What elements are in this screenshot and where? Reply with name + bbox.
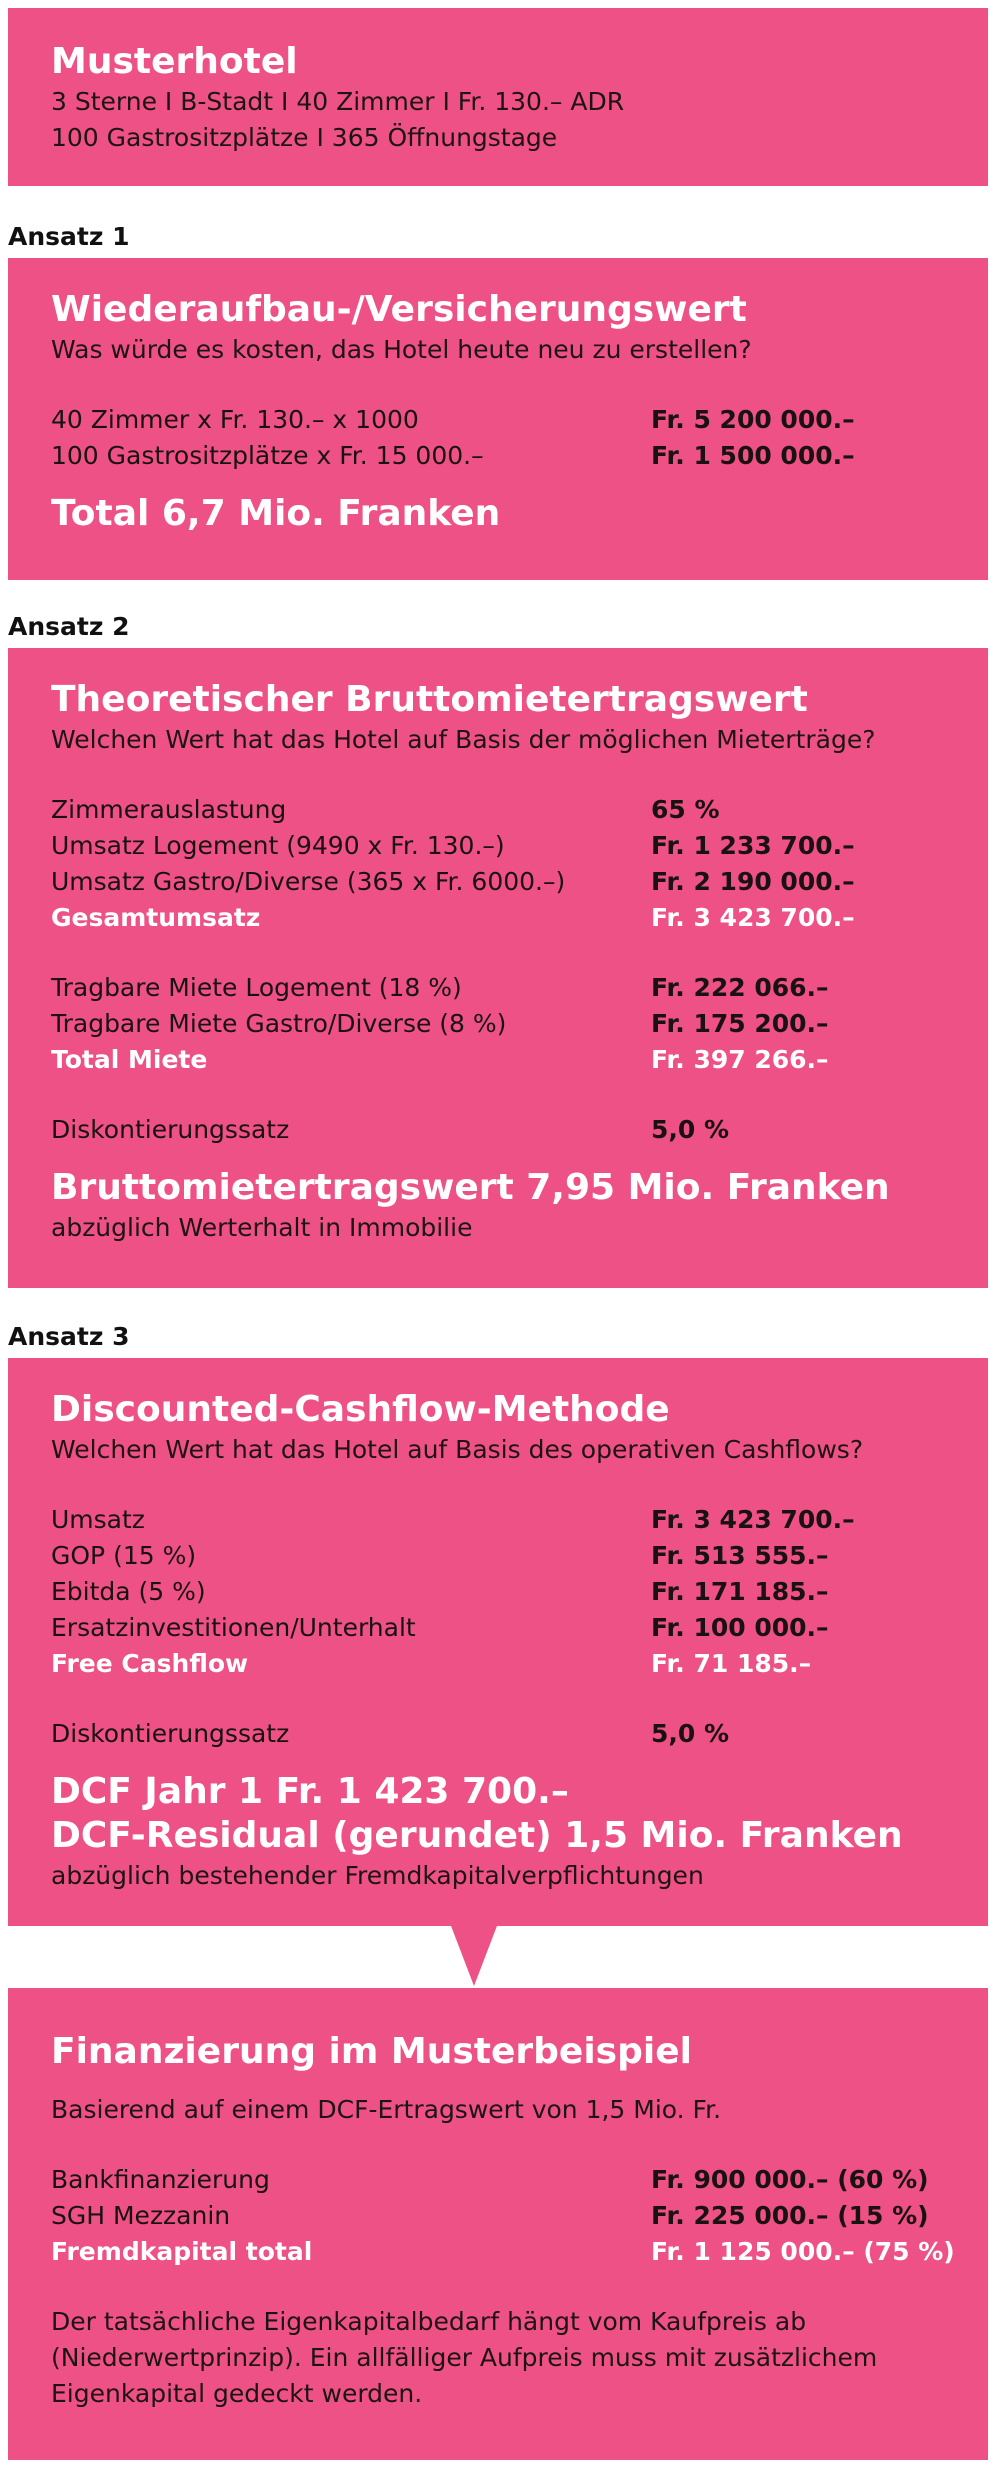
ansatz3-row — [51, 1716, 958, 1752]
ansatz3-subtitle: Welchen Wert hat das Hotel auf Basis des operativen Cashflows? — [51, 1435, 864, 1464]
ansatz2-row — [51, 1006, 958, 1042]
row-label: Total Miete — [51, 1045, 208, 1074]
finanzierung-text-line: Eigenkapital gedeckt werden. — [51, 2379, 423, 2408]
finanzierung-box — [8, 1988, 988, 2460]
row-label: Umsatz Gastro/Diverse (365 x Fr. 6000.–) — [51, 867, 566, 896]
row-value: Fr. 2 190 000.– — [651, 867, 855, 896]
row-value: Fr. 100 000.– — [651, 1613, 829, 1642]
ansatz2-total-row — [51, 900, 958, 936]
row-label: Bankfinanzierung — [51, 2165, 270, 2194]
row-label: 100 Gastrositzplätze x Fr. 15 000.– — [51, 441, 484, 470]
row-label: Umsatz Logement (9490 x Fr. 130.–) — [51, 831, 505, 860]
row-label: Fremdkapital total — [51, 2237, 313, 2266]
ansatz2-row — [51, 828, 958, 864]
ansatz3-row — [51, 1610, 958, 1646]
hotel-box — [8, 8, 988, 186]
row-label: Free Cashflow — [51, 1649, 249, 1678]
finanzierung-text-line: Der tatsächliche Eigenkapitalbedarf hängt vom Kaufpreis ab — [51, 2307, 807, 2336]
row-value: 65 % — [651, 795, 720, 824]
row-value: Fr. 222 066.– — [651, 973, 829, 1002]
ansatz2-label: Ansatz 2 — [8, 612, 130, 641]
hotel-title: Musterhotel — [51, 41, 298, 82]
row-label: Diskontierungssatz — [51, 1115, 290, 1144]
row-value: Fr. 3 423 700.– — [651, 1505, 855, 1534]
ansatz2-subtitle: Welchen Wert hat das Hotel auf Basis der möglichen Mieterträge? — [51, 725, 876, 754]
ansatz2-box — [8, 648, 988, 1288]
row-label: Umsatz — [51, 1505, 145, 1534]
finanzierung-row — [51, 2198, 958, 2234]
row-label: Diskontierungssatz — [51, 1719, 290, 1748]
ansatz3-box — [8, 1358, 988, 1926]
ansatz3-note: abzüglich bestehender Fremdkapitalverpflichtungen — [51, 1861, 704, 1890]
finanzierung-title: Finanzierung im Musterbeispiel — [51, 2031, 692, 2072]
row-label: Tragbare Miete Logement (18 %) — [51, 973, 462, 1002]
ansatz2-title: Theoretischer Bruttomietertragswert — [51, 679, 808, 720]
finanzierung-total-row — [51, 2234, 958, 2270]
hotel-line2: 100 Gastrositzplätze I 365 Öffnungstage — [51, 123, 558, 152]
row-label: Zimmerauslastung — [51, 795, 287, 824]
row-value: Fr. 71 185.– — [651, 1649, 812, 1678]
row-value: Fr. 1 233 700.– — [651, 831, 855, 860]
ansatz3-total-row — [51, 1646, 958, 1682]
row-value: Fr. 3 423 700.– — [651, 903, 855, 932]
finanzierung-row — [51, 2162, 958, 2198]
ansatz2-row — [51, 792, 958, 828]
ansatz3-row — [51, 1502, 958, 1538]
row-label: Ebitda (5 %) — [51, 1577, 206, 1606]
ansatz1-row — [51, 402, 958, 438]
row-label: SGH Mezzanin — [51, 2201, 231, 2230]
ansatz3-title: Discounted-Cashflow-Methode — [51, 1389, 670, 1430]
ansatz1-label: Ansatz 1 — [8, 222, 130, 251]
ansatz3-result2: DCF-Residual (gerundet) 1,5 Mio. Franken — [51, 1815, 903, 1856]
ansatz1-box — [8, 258, 988, 580]
row-value: 5,0 % — [651, 1115, 730, 1144]
ansatz2-note: abzüglich Werterhalt in Immobilie — [51, 1213, 473, 1242]
ansatz3-row — [51, 1574, 958, 1610]
ansatz1-row — [51, 438, 958, 474]
row-value: Fr. 225 000.– (15 %) — [651, 2201, 929, 2230]
row-value: Fr. 175 200.– — [651, 1009, 829, 1038]
ansatz1-title: Wiederaufbau-/Versicherungswert — [51, 289, 747, 330]
finanzierung-intro: Basierend auf einem DCF-Ertragswert von 1,5 Mio. Fr. — [51, 2095, 722, 2124]
ansatz1-total: Total 6,7 Mio. Franken — [51, 493, 501, 534]
row-value: Fr. 397 266.– — [651, 1045, 829, 1074]
row-value: Fr. 171 185.– — [651, 1577, 829, 1606]
row-label: Gesamtumsatz — [51, 903, 261, 932]
row-label: Ersatzinvestitionen/Unterhalt — [51, 1613, 416, 1642]
row-value: Fr. 1 500 000.– — [651, 441, 855, 470]
row-value: Fr. 900 000.– (60 %) — [651, 2165, 929, 2194]
row-label: 40 Zimmer x Fr. 130.– x 1000 — [51, 405, 419, 434]
ansatz3-result1: DCF Jahr 1 Fr. 1 423 700.– — [51, 1771, 569, 1812]
ansatz2-row — [51, 864, 958, 900]
row-label: GOP (15 %) — [51, 1541, 197, 1570]
ansatz3-label: Ansatz 3 — [8, 1322, 130, 1351]
row-value: 5,0 % — [651, 1719, 730, 1748]
ansatz2-total-row — [51, 1042, 958, 1078]
ansatz3-row — [51, 1538, 958, 1574]
arrow-down-icon — [448, 1918, 500, 1986]
ansatz2-row — [51, 970, 958, 1006]
row-value: Fr. 5 200 000.– — [651, 405, 855, 434]
finanzierung-text-line: (Niederwertprinzip). Ein allfälliger Aufpreis muss mit zusätzlichem — [51, 2343, 878, 2372]
row-value: Fr. 513 555.– — [651, 1541, 829, 1570]
ansatz1-subtitle: Was würde es kosten, das Hotel heute neu zu erstellen? — [51, 335, 752, 364]
row-label: Tragbare Miete Gastro/Diverse (8 %) — [51, 1009, 507, 1038]
ansatz2-row — [51, 1112, 958, 1148]
row-value: Fr. 1 125 000.– (75 %) — [651, 2237, 955, 2266]
ansatz2-result: Bruttomietertragswert 7,95 Mio. Franken — [51, 1167, 890, 1208]
hotel-line1: 3 Sterne I B-Stadt I 40 Zimmer I Fr. 130.– ADR — [51, 87, 625, 116]
